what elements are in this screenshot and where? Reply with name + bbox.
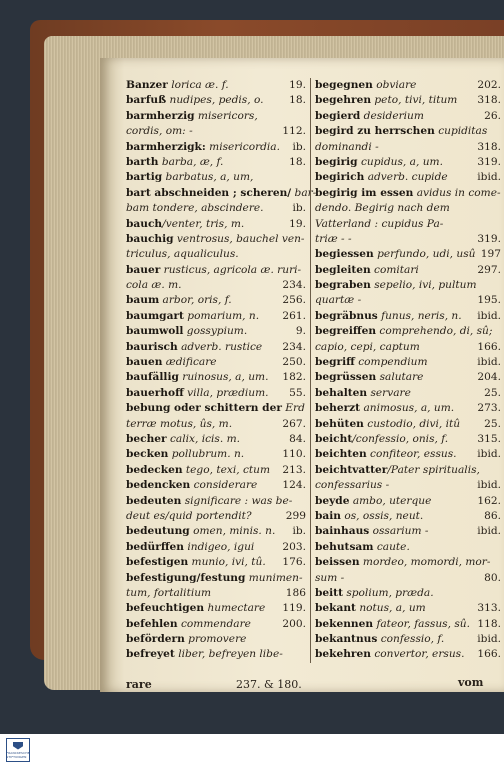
headword: baufällig <box>126 371 179 384</box>
dictionary-entry <box>126 555 306 570</box>
dictionary-entry <box>126 201 306 216</box>
headword: begräbnus <box>315 309 378 322</box>
headword: beyde <box>315 494 350 507</box>
latin-gloss: capio, cepi, captum <box>315 340 420 353</box>
latin-gloss: cordis, om: - <box>126 125 193 138</box>
latin-gloss: villa, prædium. <box>183 386 269 399</box>
latin-gloss: misericors, <box>194 109 258 122</box>
page-reference: ib. <box>292 140 306 153</box>
headword: behutsam <box>315 540 374 553</box>
latin-gloss: terræ motus, ûs, m. <box>126 417 233 430</box>
headword: begreiffen <box>315 325 377 338</box>
book-page <box>100 58 504 692</box>
footer-page-refs: 237. & 180. <box>236 678 302 691</box>
page-reference: 19. <box>289 217 306 230</box>
page-reference: 195. <box>477 294 501 307</box>
headword: beitt <box>315 586 343 599</box>
left-column <box>126 78 317 663</box>
dictionary-entry <box>315 78 501 93</box>
latin-gloss: promovere <box>184 633 247 646</box>
dictionary-entry <box>126 647 306 662</box>
page-reference: ib. <box>292 525 306 538</box>
latin-gloss: notus, a, um <box>355 602 426 615</box>
dictionary-entry <box>126 340 306 355</box>
page-reference: ibid. <box>477 448 501 461</box>
dictionary-entry <box>126 263 306 278</box>
headword: bauch <box>126 217 163 230</box>
latin-gloss: confessio, f. <box>377 633 445 646</box>
latin-gloss: avidus in come- <box>413 186 501 199</box>
latin-gloss: cupidus, a, um. <box>357 155 443 168</box>
headword: begleiten <box>315 263 371 276</box>
latin-gloss: servare <box>367 386 411 399</box>
page-reference: ib. <box>292 202 306 215</box>
latin-gloss: mordeo, momordi, mor- <box>359 556 491 569</box>
dictionary-entry <box>315 632 501 647</box>
headword: begirig im essen <box>315 186 414 199</box>
headword: barth <box>126 155 159 168</box>
headword: beicht <box>315 432 353 445</box>
latin-gloss: /Pater spiritualis, <box>387 463 480 476</box>
dictionary-entry <box>126 586 306 601</box>
latin-gloss: commendare <box>177 617 251 630</box>
headword: befehlen <box>126 617 178 630</box>
dictionary-entry <box>126 571 306 586</box>
latin-gloss: tego, texi, ctum <box>182 463 271 476</box>
page-reference: 18. <box>289 94 306 107</box>
dictionary-entry <box>126 617 306 632</box>
latin-gloss: bam tondere, abscindere. <box>126 202 264 215</box>
right-column <box>310 78 501 663</box>
headword: becher <box>126 432 167 445</box>
headword: begirig <box>315 155 358 168</box>
dictionary-entry <box>315 155 501 170</box>
latin-gloss: ædificare <box>162 356 217 369</box>
dictionary-entry <box>126 170 306 185</box>
headword: baumgart <box>126 309 184 322</box>
dictionary-entry <box>126 293 306 308</box>
dictionary-entry <box>126 540 306 555</box>
dictionary-entry <box>315 278 501 293</box>
headword: baumwoll <box>126 325 184 338</box>
latin-gloss: pollubrum. n. <box>168 448 245 461</box>
latin-gloss: desiderium <box>360 109 424 122</box>
dictionary-entry <box>126 109 306 124</box>
latin-gloss: perfundo, udi, usû <box>373 248 476 261</box>
page-reference: ibid. <box>477 525 501 538</box>
headword: befeuchtigen <box>126 602 205 615</box>
headword: begrüssen <box>315 371 377 384</box>
dictionary-entry <box>126 155 306 170</box>
dictionary-entry <box>315 647 501 662</box>
headword: beissen <box>315 556 360 569</box>
latin-gloss: tum, fortalitium <box>126 586 212 599</box>
headword: bedencken <box>126 479 191 492</box>
dictionary-entry <box>315 232 501 247</box>
page-reference: 55. <box>289 386 306 399</box>
page-reference: 162. <box>477 494 501 507</box>
latin-gloss: triculus, aqualiculus. <box>126 248 239 261</box>
headword: bain <box>315 509 341 522</box>
latin-gloss: munimen- <box>245 571 303 584</box>
latin-gloss: dendo. Begirig nach dem <box>315 202 450 215</box>
dictionary-entry <box>126 463 306 478</box>
page-reference: ibid. <box>477 309 501 322</box>
latin-gloss: omen, minis. n. <box>189 525 276 538</box>
latin-gloss: funus, neris, n. <box>377 309 462 322</box>
latin-gloss: ambo, uterque <box>349 494 432 507</box>
headword: befördern <box>126 633 185 646</box>
headword: bauerhoff <box>126 386 184 399</box>
latin-gloss: /confessio, onis, f. <box>352 432 449 445</box>
latin-gloss: triæ - - <box>315 232 352 245</box>
dictionary-entry <box>315 170 501 185</box>
dictionary-entry <box>315 247 501 262</box>
latin-gloss: Erd <box>281 402 305 415</box>
headword: bauen <box>126 356 163 369</box>
page-reference: ibid. <box>477 633 501 646</box>
page-reference: 297. <box>477 263 501 276</box>
headword: beichten <box>315 448 367 461</box>
latin-gloss: confiteor, essus. <box>366 448 457 461</box>
page-reference: 234. <box>282 279 306 292</box>
dictionary-entry <box>315 586 501 601</box>
page-reference: 250. <box>282 356 306 369</box>
latin-gloss: confessarius - <box>315 479 390 492</box>
latin-gloss: salutare <box>376 371 424 384</box>
page-reference: 166. <box>477 648 501 661</box>
latin-gloss: liber, befreyen libe- <box>174 648 283 661</box>
latin-gloss: ruinosus, a, um. <box>178 371 269 384</box>
latin-gloss: cola æ. m. <box>126 279 182 292</box>
headword: Banzer <box>126 79 168 91</box>
headword: begird zu herrschen <box>315 125 435 138</box>
headword: barmherzig <box>126 109 195 122</box>
latin-gloss: comprehendo, di, sû; <box>376 325 493 338</box>
dictionary-entry <box>315 601 501 616</box>
library-logo <box>6 738 30 762</box>
page-reference: 19. <box>289 79 306 91</box>
dictionary-entry <box>126 370 306 385</box>
page-reference: 267. <box>282 417 306 430</box>
dictionary-entry <box>315 555 501 570</box>
dictionary-entry <box>126 247 306 262</box>
latin-gloss: barba, æ, f. <box>158 155 224 168</box>
footer-continuation: rare <box>126 678 152 691</box>
dictionary-entry <box>126 632 306 647</box>
latin-gloss: custodio, divi, itû <box>363 417 461 430</box>
page-reference: 18. <box>289 155 306 168</box>
page-reference: 110. <box>282 448 306 461</box>
dictionary-entry <box>315 447 501 462</box>
headword: baurisch <box>126 340 178 353</box>
latin-gloss: significare : was be- <box>181 494 293 507</box>
headword: bart abschneiden ; scheren/ <box>126 186 292 199</box>
dictionary-entry <box>315 509 501 524</box>
headword: begehren <box>315 94 372 107</box>
page-reference: 273. <box>477 402 501 415</box>
dictionary-entry <box>126 386 306 401</box>
catchword: vom <box>458 676 484 689</box>
headword: barfuß <box>126 94 167 107</box>
dictionary-entry <box>315 463 501 478</box>
page-reference: ibid. <box>477 171 501 184</box>
dictionary-entry <box>315 124 501 139</box>
headword: begegnen <box>315 79 373 91</box>
dictionary-entry <box>126 186 317 201</box>
dictionary-entry <box>315 186 501 201</box>
headword: bekantnus <box>315 633 378 646</box>
dictionary-entry <box>126 509 306 524</box>
latin-gloss: lorica æ. f. <box>167 79 229 91</box>
headword: befestigung/festung <box>126 571 246 584</box>
latin-gloss: pomarium, n. <box>183 309 260 322</box>
headword: becken <box>126 448 169 461</box>
latin-gloss: cupiditas <box>434 125 488 138</box>
latin-gloss: considerare <box>190 479 258 492</box>
dictionary-entry <box>315 309 501 324</box>
dictionary-entry <box>126 278 306 293</box>
viewer-footer-bar <box>0 734 504 764</box>
headword: bekant <box>315 602 356 615</box>
page-reference: 112. <box>282 125 306 138</box>
page-reference: 25. <box>484 417 501 430</box>
page-reference: 25. <box>484 386 501 399</box>
latin-gloss: arbor, oris, f. <box>159 294 232 307</box>
page-reference: 186 <box>285 586 306 599</box>
page-reference: 315. <box>477 432 501 445</box>
dictionary-entry <box>126 601 306 616</box>
dictionary-entry <box>315 93 501 108</box>
page-reference: 318. <box>477 140 501 153</box>
headword: behüten <box>315 417 364 430</box>
headword: begiessen <box>315 248 374 261</box>
dictionary-entry <box>315 494 501 509</box>
latin-gloss: barbatus, a, um, <box>162 171 254 184</box>
dictionary-entry <box>126 417 306 432</box>
latin-gloss: fateor, fassus, sû. <box>373 617 470 630</box>
page-reference: 119. <box>282 602 306 615</box>
dictionary-entry <box>315 401 501 416</box>
dictionary-entry <box>126 447 306 462</box>
headword: befreyet <box>126 648 175 661</box>
latin-gloss: munio, ivi, tû. <box>188 556 266 569</box>
dictionary-entry <box>126 124 306 139</box>
latin-gloss: gossypium. <box>183 325 248 338</box>
page-reference: 166. <box>477 340 501 353</box>
dictionary-entry <box>126 524 306 539</box>
latin-gloss: os, ossis, neut. <box>341 509 424 522</box>
headword: bauchig <box>126 232 174 245</box>
dictionary-entry <box>126 140 306 155</box>
dictionary-entry <box>126 324 306 339</box>
headword: befestigen <box>126 556 189 569</box>
headword: begraben <box>315 279 371 292</box>
library-logo-text: FRANCKESCHE STIFTUNGEN <box>6 750 30 759</box>
dictionary-entry <box>126 401 306 416</box>
page-reference: 203. <box>282 540 306 553</box>
dictionary-entry <box>315 524 501 539</box>
page-reference: 204. <box>477 371 501 384</box>
latin-gloss: Vatterland : cupidus Pa- <box>315 217 444 230</box>
dictionary-entry <box>315 109 501 124</box>
dictionary-entry <box>315 571 501 586</box>
latin-gloss: ventrosus, bauchel ven- <box>173 232 305 245</box>
latin-gloss: spolium, præda. <box>342 586 434 599</box>
dictionary-entry <box>315 617 501 632</box>
dictionary-entry <box>315 370 501 385</box>
latin-gloss: adverb. cupide <box>364 171 448 184</box>
latin-gloss: bar- <box>291 186 317 199</box>
crest-icon <box>13 742 23 750</box>
headword: begirich <box>315 171 365 184</box>
page-reference: ibid. <box>477 356 501 369</box>
dictionary-entry <box>126 494 306 509</box>
headword: bedeutung <box>126 525 190 538</box>
latin-gloss: rusticus, agricola æ. ruri- <box>160 263 302 276</box>
page-reference: ibid. <box>477 479 501 492</box>
dictionary-entry <box>315 478 501 493</box>
latin-gloss: sepelio, ivi, pultum <box>370 279 477 292</box>
headword: bartig <box>126 171 163 184</box>
dictionary-entry <box>315 340 501 355</box>
headword: barmherzigk: <box>126 140 206 153</box>
headword: bedecken <box>126 463 183 476</box>
headword: begierd <box>315 109 361 122</box>
page-reference: 26. <box>484 109 501 122</box>
headword: bainhaus <box>315 525 370 538</box>
headword: behalten <box>315 386 368 399</box>
page-reference: 319. <box>477 232 501 245</box>
dictionary-entry <box>315 417 501 432</box>
page-reference: 84. <box>289 432 306 445</box>
latin-gloss: animosus, a, um. <box>360 402 455 415</box>
dictionary-entry <box>315 324 501 339</box>
page-reference: 202. <box>477 79 501 91</box>
latin-gloss: peto, tivi, titum <box>371 94 458 107</box>
dictionary-entry <box>315 386 501 401</box>
page-reference: 200. <box>282 617 306 630</box>
headword: beichtvatter <box>315 463 388 476</box>
dictionary-entry <box>315 540 501 555</box>
dictionary-entry <box>126 217 306 232</box>
dictionary-entry <box>315 201 501 216</box>
latin-gloss: /venter, tris, m. <box>162 217 245 230</box>
page-reference: 182. <box>282 371 306 384</box>
headword: bekennen <box>315 617 374 630</box>
dictionary-entry <box>126 78 306 93</box>
dictionary-entry <box>315 140 501 155</box>
dictionary-entry <box>315 217 501 232</box>
latin-gloss: deut es/quid portendit? <box>126 509 252 522</box>
page-reference: 86. <box>484 509 501 522</box>
latin-gloss: adverb. rustice <box>177 340 263 353</box>
headword: bebung oder schittern der <box>126 402 282 415</box>
latin-gloss: humectare <box>204 602 266 615</box>
dictionary-entry <box>315 263 501 278</box>
page-reference: 80. <box>484 571 501 584</box>
latin-gloss: dominandi - <box>315 140 379 153</box>
latin-gloss: comitari <box>370 263 419 276</box>
page-reference: 261. <box>282 309 306 322</box>
page-reference: 197 <box>480 248 501 261</box>
page-reference: 234. <box>282 340 306 353</box>
dictionary-entry <box>126 93 306 108</box>
dictionary-entry <box>315 432 501 447</box>
latin-gloss: ossarium - <box>369 525 429 538</box>
latin-gloss: calix, icis. m. <box>166 432 241 445</box>
latin-gloss: misericordia. <box>205 140 280 153</box>
dictionary-entry <box>315 355 501 370</box>
page-reference: 9. <box>295 325 306 338</box>
latin-gloss: indigeo, igui <box>183 540 255 553</box>
page-reference: 319. <box>477 155 501 168</box>
dictionary-entry <box>315 293 501 308</box>
page-reference: 318. <box>477 94 501 107</box>
headword: bedürffen <box>126 540 184 553</box>
headword: bauer <box>126 263 161 276</box>
headword: begriff <box>315 356 355 369</box>
page-reference: 118. <box>477 617 501 630</box>
page-reference: 313. <box>477 602 501 615</box>
latin-gloss: compendium <box>354 356 428 369</box>
latin-gloss: nudipes, pedis, o. <box>166 94 264 107</box>
latin-gloss: caute. <box>373 540 410 553</box>
dictionary-entry <box>126 355 306 370</box>
dictionary-entry <box>126 478 306 493</box>
headword: baum <box>126 294 160 307</box>
latin-gloss: sum - <box>315 571 345 584</box>
latin-gloss: quartæ - <box>315 294 362 307</box>
dictionary-entry <box>126 309 306 324</box>
headword: bedeuten <box>126 494 182 507</box>
headword: bekehren <box>315 648 371 661</box>
page-reference: 124. <box>282 479 306 492</box>
page-reference: 176. <box>282 556 306 569</box>
page-reference: 213. <box>282 463 306 476</box>
dictionary-entry <box>126 432 306 447</box>
page-reference: 256. <box>282 294 306 307</box>
headword: beherzt <box>315 402 361 415</box>
latin-gloss: convertor, ersus. <box>370 648 465 661</box>
dictionary-entry <box>126 232 306 247</box>
latin-gloss: obviare <box>372 79 417 91</box>
page-reference: 299 <box>285 509 306 522</box>
